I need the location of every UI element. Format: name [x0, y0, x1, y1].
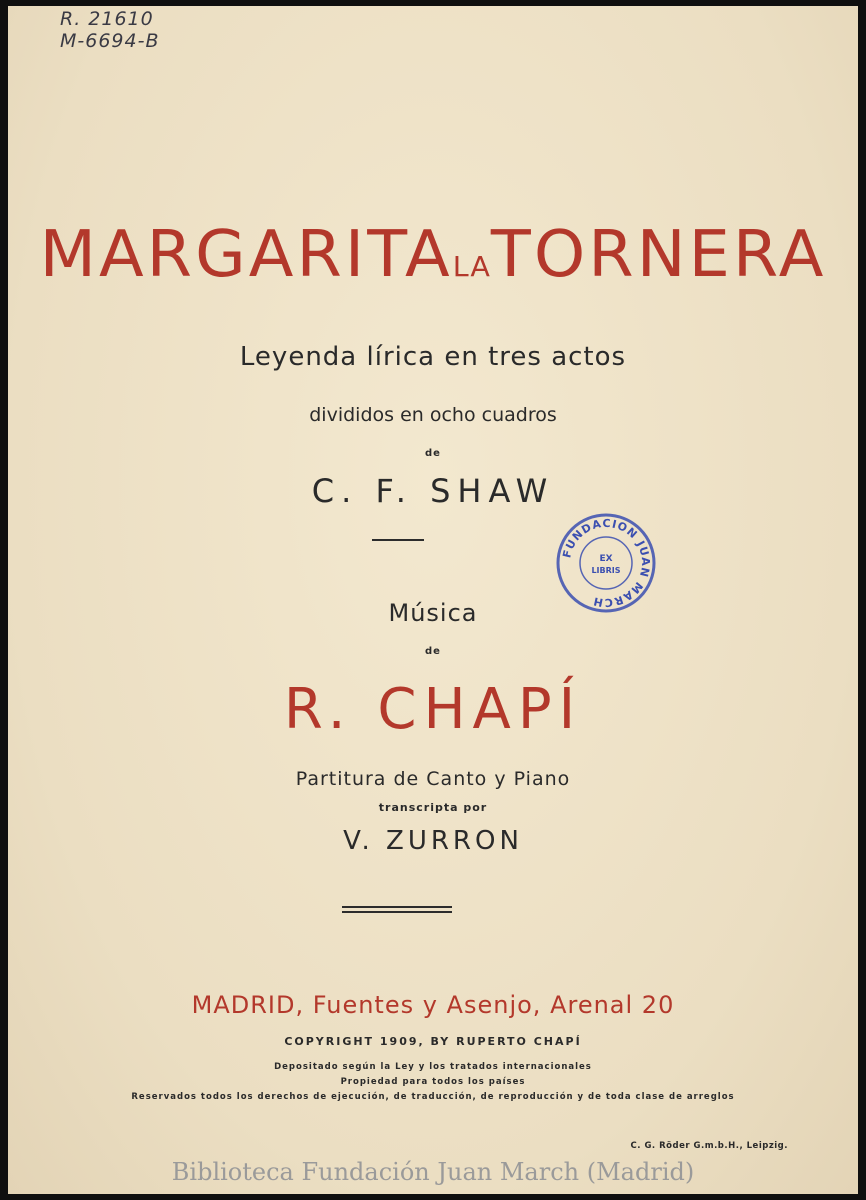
arranger-name: V. ZURRON [343, 826, 523, 856]
score-type: Partitura de Canto y Piano [295, 768, 571, 790]
handwritten-shelfmark [60, 8, 160, 52]
work-title [8, 212, 858, 310]
shelfmark-line-1: R. 21610 [60, 8, 154, 30]
printer-imprint: C. G. Röder G.m.b.H., Leipzig. [630, 1141, 788, 1151]
title-connector: LA [452, 250, 491, 283]
title-part-2: TORNERA [490, 218, 827, 292]
stamp-center-2: LIBRIS [591, 566, 621, 575]
composer-name: R. CHAPÍ [283, 677, 583, 742]
legal-line-1: Depositado según la Ley y los tratados internacionales [274, 1062, 592, 1072]
by-label-2: de [425, 646, 441, 657]
divider-double-top [342, 906, 452, 908]
legal-line-3: Reservados todos los derechos de ejecución, de traducción, de reproducción y de toda clase de arreglos [131, 1092, 735, 1102]
work-subtitle-2: divididos en ocho cuadros [309, 404, 557, 426]
publisher-line: MADRID, Fuentes y Asenjo, Arenal 20 [191, 991, 675, 1019]
divider-double-bottom [342, 911, 452, 913]
transcribed-by-label: transcripta por [378, 801, 488, 814]
librettist-name: C. F. SHAW [311, 472, 555, 510]
stamp-ring-text: FUNDACION JUAN MARCH [560, 516, 653, 610]
work-subtitle: Leyenda lírica en tres actos [239, 342, 627, 372]
by-label-1: de [425, 448, 441, 459]
stamp-center-1: EX [599, 554, 613, 564]
legal-line-2: Propiedad para todos los países [340, 1077, 526, 1087]
title-part-1: MARGARITA [39, 218, 453, 292]
score-cover-page [8, 6, 858, 1194]
shelfmark-line-2: M-6694-B [60, 30, 160, 52]
copyright-line: COPYRIGHT 1909, BY RUPERTO CHAPÍ [284, 1035, 582, 1048]
divider-short [372, 539, 424, 541]
music-label: Música [388, 599, 478, 627]
library-stamp-icon [554, 511, 658, 615]
library-watermark: Biblioteca Fundación Juan March (Madrid) [171, 1158, 695, 1186]
